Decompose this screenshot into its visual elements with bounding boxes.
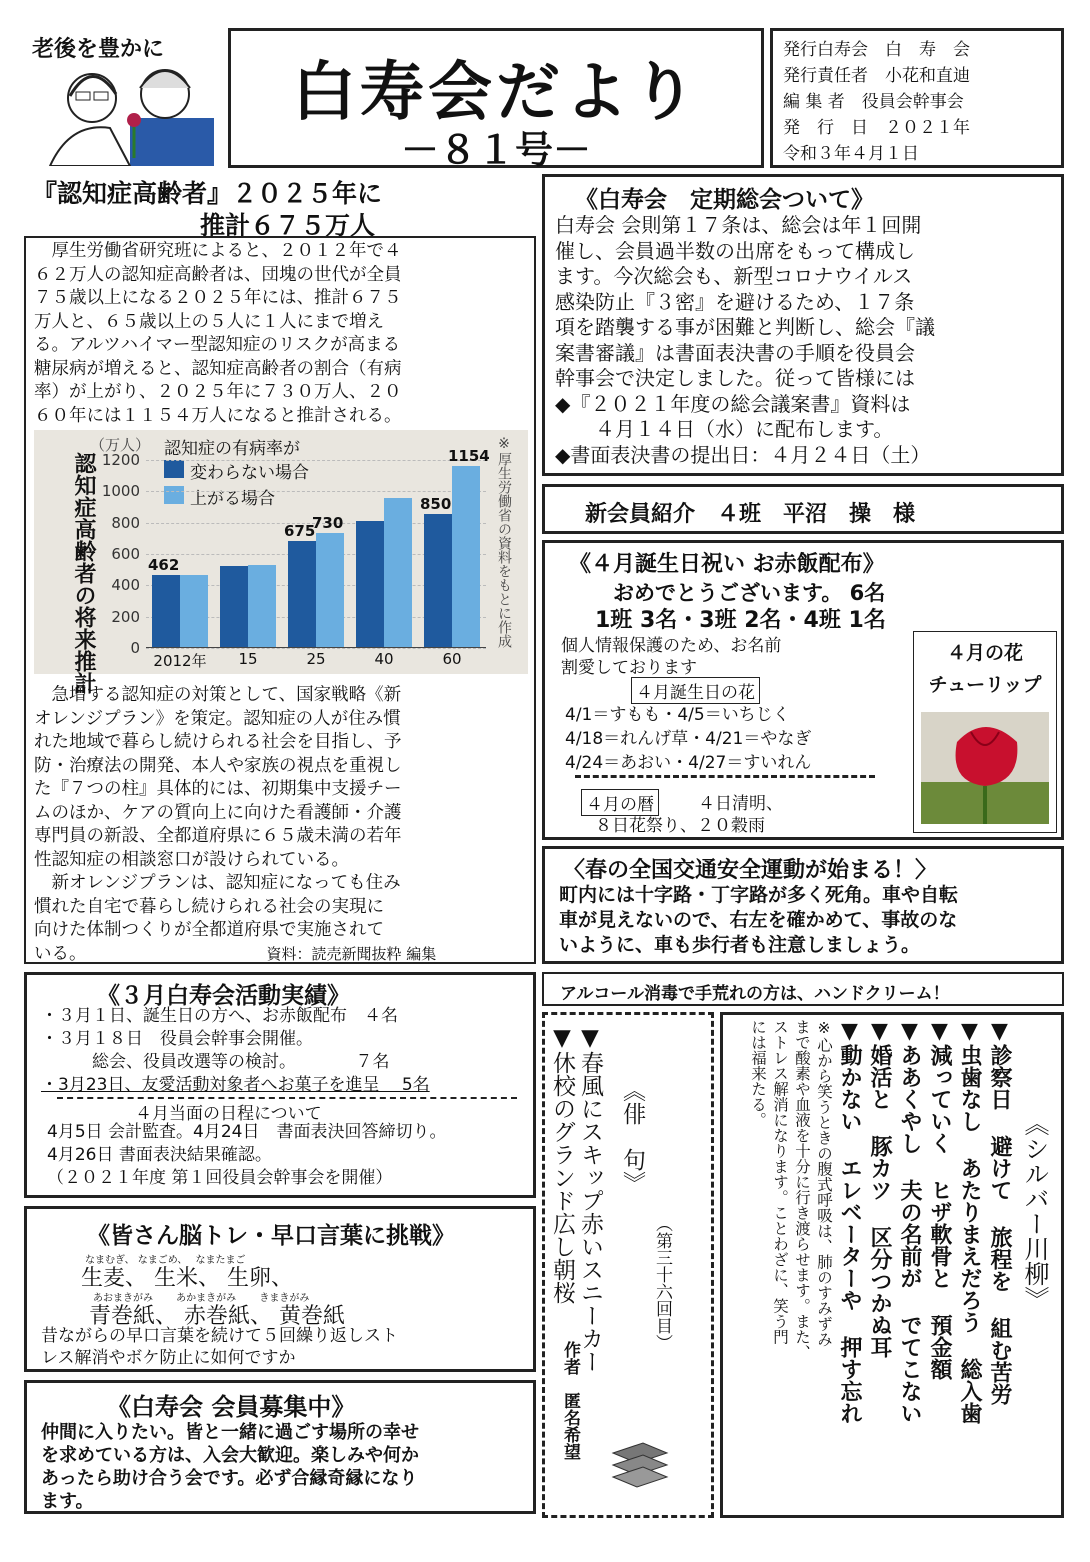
x-tick-label: 25 <box>306 650 326 668</box>
data-label: 730 <box>312 513 344 532</box>
birthday-groups: 1班 3名・3班 2名・4班 1名 <box>595 608 886 633</box>
traffic-text: 車が見えないので、右左を確かめて、事故のな <box>559 909 958 931</box>
dementia-text: 慣れた自宅で暮らし続けられる社会の実現に <box>34 896 384 917</box>
tongue-line: 生麦、 生米、 生卵、 <box>81 1266 293 1291</box>
y-tick-label: 1200 <box>101 451 140 469</box>
gridline <box>146 648 486 649</box>
senryu-title: 《シルバー川柳》 <box>1021 1111 1050 1311</box>
dementia-text: 率）が上がり、２０２５年に７３０万人、２０ <box>34 382 402 402</box>
senryu-poem: ▼ああくやし 夫の名前が でてこない <box>897 1019 922 1424</box>
ruby-text: あおまきがみ あかまきがみ きまきがみ <box>93 1293 310 1304</box>
tongue-twister-box <box>24 1206 536 1372</box>
bar-rising <box>384 498 412 647</box>
dementia-text: 厚生労働省研究班によると、２０１２年で４ <box>34 241 402 261</box>
meeting-text: ます。今次総会も、新型コロナウイルス <box>555 264 913 288</box>
dementia-headline-1: 『認知症高齢者』２０２５年に <box>32 179 383 208</box>
activity-line: ・3月23日、友愛活動対象者へお菓子を進呈 5名 <box>41 1075 430 1095</box>
birthday-flowers-label: ４月誕生日の花 <box>631 677 760 704</box>
recruit-text: あったら助け合う会です。必ず合縁奇縁になり <box>41 1468 418 1489</box>
tongue-desc: レス解消やボケ防止に如何ですか <box>41 1348 296 1368</box>
chart-unit: （万人） <box>90 436 151 454</box>
senryu-box <box>720 1012 1064 1518</box>
haiku-poem: ▼春風にスキップ赤いスニーカー <box>577 1025 603 1373</box>
issue-number: －８１号－ <box>400 127 591 172</box>
info-line: 令和３年４月１日 <box>783 144 919 164</box>
haiku-count: （第三十六回目） <box>652 1215 672 1351</box>
meeting-text: ４月１４日（水）に配布します。 <box>555 417 894 441</box>
alcohol-note: アルコール消毒で手荒れの方は、ハンドクリーム！ <box>560 984 950 1004</box>
dementia-text: ６２万人の認知症高齢者は、団塊の世代が全員 <box>34 264 402 285</box>
data-label: 850 <box>420 494 452 513</box>
chart-note: ※厚生労働省の資料をもとに作成 <box>496 436 512 648</box>
dementia-text: 急増する認知症の対策として、国家戦略《新 <box>34 685 402 705</box>
gridline <box>146 460 486 461</box>
meeting-text: ◆『２０２１年度の総会議案書』資料は <box>555 391 911 416</box>
chart-legend-title: 認知症の有病率が <box>164 439 300 459</box>
dementia-text: た『７つの柱』具体的には、初期集中支援チー <box>34 779 402 799</box>
birthday-title: 《４月誕生日祝い お赤飯配布》 <box>569 552 885 577</box>
info-line: 発行責任者 小花和直迪 <box>783 66 970 86</box>
senryu-note: ※心から笑うときの腹式呼吸は、肺のすみずみ <box>815 1019 833 1347</box>
gridline <box>146 491 486 492</box>
info-line: 発行白寿会 白 寿 会 <box>783 40 970 60</box>
meeting-text: 白寿会 会則第１７条は、総会は年１回開 <box>555 213 922 237</box>
alcohol-note-box <box>542 972 1064 1006</box>
traffic-box <box>542 846 1064 964</box>
calendar-label: ４月の暦 <box>581 789 659 816</box>
traffic-title: 〈春の全国交通安全運動が始まる！〉 <box>563 858 938 883</box>
activity-box <box>24 972 536 1198</box>
dementia-text: 性認知症の相談窓口が設けられている。 <box>34 849 349 870</box>
activity-line: ・３月１８日 役員会幹事会開催。 <box>41 1029 313 1049</box>
newsletter-title: 白寿会だより <box>292 56 700 130</box>
dementia-text: ムのほか、ケアの質向上に向けた看護師・介護 <box>34 802 402 823</box>
dementia-text: ６０年には１１５４万人になると推計される。 <box>34 405 402 426</box>
tongue-line: 青巻紙、 赤巻紙、 黄巻紙 <box>89 1304 345 1329</box>
y-tick-label: 0 <box>130 639 140 657</box>
x-tick-label: 2012年 <box>153 652 207 670</box>
traffic-text: いように、車も歩行者も注意しましょう。 <box>559 934 921 956</box>
flower-card-name: チューリップ <box>928 674 1042 696</box>
calendar-text: ４日清明、 <box>681 794 783 814</box>
elderly-couple-illustration <box>30 58 220 166</box>
ruby-text: なまむぎ、 なまごめ、 なまたまご <box>85 1255 246 1266</box>
bar-rising <box>248 565 276 647</box>
bar-unchanged <box>424 514 452 647</box>
slogan: 老後を豊かに <box>32 37 165 62</box>
tulip-photo <box>921 712 1049 824</box>
birthday-flower: 4/1＝すもも・4/5＝いちじく <box>565 705 790 725</box>
meeting-box <box>542 174 1064 476</box>
y-tick-label: 200 <box>111 607 140 626</box>
y-tick-label: 600 <box>111 545 140 563</box>
chart-title-1: 認知症高齢者の将来推計 <box>71 452 96 694</box>
chart-y-axis <box>98 451 144 657</box>
divider <box>575 775 875 778</box>
privacy-note: 個人情報保護のため、お名前 <box>561 636 782 656</box>
haiku-box <box>542 1012 714 1518</box>
recruit-title: 《白寿会 会員募集中》 <box>107 1393 356 1421</box>
dementia-text: オレンジプラン》を策定。認知症の人が住み慣 <box>34 708 401 729</box>
flower-card-title: ４月の花 <box>946 642 1023 664</box>
x-tick-label: 60 <box>442 650 462 668</box>
birthday-box <box>542 540 1064 840</box>
activity-line: 総会、役員改選等の検討。 ７名 <box>41 1052 390 1072</box>
new-member-box <box>542 484 1064 534</box>
dementia-text: いる。 <box>34 943 87 964</box>
activity-line: ・３月１日、誕生日の方へ、お赤飯配布 ４名 <box>41 1006 398 1026</box>
bar-unchanged <box>356 521 384 647</box>
privacy-note: 割愛しております <box>561 658 697 678</box>
haiku-title: 《俳 句》 <box>619 1079 645 1194</box>
info-line: 編 集 者 役員会幹事会 <box>783 92 964 112</box>
data-label: 675 <box>284 522 316 541</box>
schedule-line: 4月5日 会計監査。4月24日 書面表決回答締切り。 <box>47 1122 447 1142</box>
calendar-text: ８日花祭り、２０穀雨 <box>595 816 765 836</box>
tongue-title: 《皆さん脳トレ・早口言葉に挑戦》 <box>87 1223 455 1249</box>
flower-card <box>913 631 1057 833</box>
bar-unchanged <box>220 566 248 647</box>
dementia-text: 専門員の新設、全都道府県に６５歳未満の若年 <box>34 826 402 846</box>
tongue-desc: 昔ながらの早口言葉を続けて５回繰り返しスト <box>41 1326 398 1346</box>
books-icon <box>609 1435 669 1489</box>
dementia-text: 新オレンジプランは、認知症になっても住み <box>34 873 401 893</box>
dementia-source: 資料：読売新聞抜粋 編集 <box>266 944 437 963</box>
dementia-text: 糖尿病が増えると、認知症高齢者の割合（有病 <box>34 358 402 379</box>
senryu-note: ストレス解消になります。ことわざに、笑う門 <box>771 1019 789 1345</box>
dementia-text: 万人と、６５歳以上の５人に１人にまで増え <box>34 311 384 332</box>
meeting-text: 催し、会員過半数の出席をもって構成し <box>555 238 915 263</box>
schedule-title: ４月当面の日程について <box>135 1104 322 1124</box>
recruit-text: ます。 <box>41 1491 94 1512</box>
dementia-article <box>24 236 536 964</box>
dementia-text: 向けた体制つくりが全都道府県で実施されて <box>34 920 384 940</box>
dementia-text: 防・治療法の開発、本人や家族の視点を重視し <box>34 755 402 776</box>
activity-title: 《３月白寿会活動実績》 <box>97 983 350 1009</box>
meeting-text: 感染防止『３密』を避けるため、１７条 <box>555 289 915 314</box>
y-tick-label: 800 <box>111 513 140 532</box>
senryu-poem: ▼診察日 避けて 旅程を 組む苦労 <box>987 1019 1012 1405</box>
info-line: 発 行 日 ２０２１年 <box>783 118 970 138</box>
senryu-poem: ▼減っていく ヒザ軟骨と 預金額 <box>927 1019 952 1380</box>
senryu-poem: ▼婚活と 豚カツ 区分つかぬ耳 <box>867 1019 892 1358</box>
haiku-author: 作者 匿名希望 <box>560 1341 580 1460</box>
dementia-headline-2: 推計６７５万人 <box>200 211 376 240</box>
data-label: 462 <box>148 555 180 574</box>
dementia-text: る。アルツハイマー型認知症のリスクが高まる <box>34 335 401 355</box>
senryu-note: には福来たる。 <box>749 1019 767 1128</box>
dementia-text: れた地域で暮らし続けられる社会を目指し、予 <box>34 732 402 752</box>
y-tick-label: 400 <box>111 576 140 595</box>
birthday-count: おめでとうございます。 6名 <box>613 581 886 605</box>
meeting-text: 幹事会で決定しました。従って皆様には <box>555 366 915 390</box>
recruit-text: 仲間に入りたい。皆と一緒に過ごす場所の幸せ <box>41 1422 419 1443</box>
meeting-text: ◆書面表決書の提出日：４月２４日（土） <box>555 442 931 467</box>
meeting-text: 項を踏襲する事が困難と判断し、総会『議 <box>555 315 935 339</box>
schedule-line: 4月26日 書面表決結果確認。 <box>47 1145 272 1165</box>
senryu-poem: ▼動かない エレベーターや 押す忘れ <box>837 1019 862 1424</box>
senryu-poem: ▼虫歯なし あたりまえだろう 総入歯 <box>957 1019 982 1424</box>
meeting-title: 《白寿会 定期総会ついて》 <box>575 187 874 213</box>
title-box <box>228 28 764 172</box>
bar-rising <box>180 575 208 647</box>
x-tick-label: 15 <box>238 650 258 668</box>
publisher-info <box>770 28 1064 168</box>
traffic-text: 町内には十字路・丁字路が多く死角。車や自転 <box>559 884 959 906</box>
slogan-illustration <box>24 28 224 166</box>
dementia-text: ７５歳以上になる２０２５年には、推計６７５ <box>34 288 402 308</box>
recruit-text: を求めている方は、入会大歓迎。楽しみや何か <box>41 1445 419 1466</box>
new-member-text: 新会員紹介 ４班 平沼 操 様 <box>585 502 916 527</box>
legend-label-1: 変わらない場合 <box>190 463 309 483</box>
birthday-flower: 4/18＝れんげ草・4/21＝やなぎ <box>565 729 812 749</box>
meeting-text: 案書審議』は書面表決書の手順を役員会 <box>555 340 915 365</box>
legend-label-2: 上がる場合 <box>190 489 275 509</box>
y-tick-label: 1000 <box>101 482 140 501</box>
bar-unchanged <box>152 575 180 647</box>
bar-unchanged <box>288 541 316 647</box>
recruit-box <box>24 1380 536 1514</box>
schedule-line: （２０２１年度 第１回役員会幹事会を開催） <box>47 1168 393 1188</box>
bar-rising <box>316 533 344 647</box>
senryu-note: まで酸素や血液を十分に行き渡らせます。また、 <box>793 1019 811 1360</box>
data-label: 1154 <box>448 447 490 466</box>
dementia-chart <box>34 430 528 694</box>
x-tick-label: 40 <box>374 650 394 668</box>
birthday-flower: 4/24＝あおい・4/27＝すいれん <box>565 753 812 773</box>
haiku-poem: ▼休校のグランド広し朝桜 <box>549 1025 575 1304</box>
bar-rising <box>452 466 480 647</box>
chart-x-axis <box>146 650 486 672</box>
